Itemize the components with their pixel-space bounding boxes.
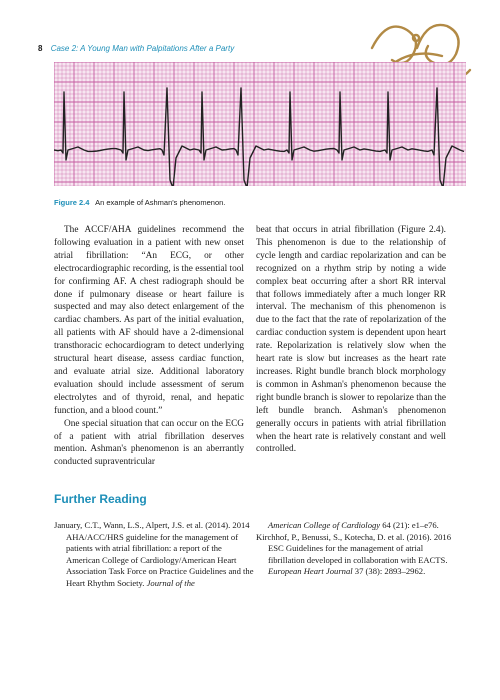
reference-continuation <box>256 520 456 532</box>
reference-text: 64 (21): e1–e76. <box>380 520 439 530</box>
reference-text: January, C.T., Wann, L.S., Alpert, J.S. et al. (2014). 2014 AHA/ACC/HRS guideline for the management of patients with atrial fibrillation: a report of the American College of Cardiology/American Heart Association Task Force on Practice Guidelines and the Heart Rhythm Society. <box>54 520 254 588</box>
figure-caption-text: An example of Ashman's phenomenon. <box>95 198 226 207</box>
reference-journal: American College of Cardiology <box>268 520 381 530</box>
figure-label: Figure 2.4 <box>54 198 90 207</box>
reference-item <box>54 520 254 590</box>
running-title: Case 2: A Young Man with Palpitations After a Party <box>50 44 235 53</box>
reference-journal: European Heart Journal <box>268 566 353 577</box>
reference-item <box>256 532 456 578</box>
reference-text: 37 (38): 2893–2962. <box>352 566 426 577</box>
paragraph: One special situation that can occur on the ECG of a patient with atrial fibrillation deserves mention. Ashman's phenomenon is an aberrantly conducted supraventricular <box>54 418 244 468</box>
paragraph: beat that occurs in atrial fibrillation (Figure 2.4). This phenomenon is due to the relationship of cycle length and cardiac repolarization and can be recognized on a rhythm strip by noting a wide complex beat occurring after a short RR interval that follows immediately after a much longer RR interval. The mechanism of this phenomenon is due to the fact that the rate of repolarization of the cardiac conduction system is dependent upon heart rate. Repolarization is relatively slow when the heart rate is slow but increases as the heart rate increases. Right bundle branch block morphology is common in Ashman's phenomenon because the right bundle branch is slower to repolarize than the left bundle branch. Ashman's phenomenon generally occurs in patients with atrial fibrillation when the heart rate is relatively constant and well controlled. <box>256 225 446 455</box>
reference-journal: Journal of the <box>146 577 195 588</box>
paragraph: The ACCF/AHA guidelines recommend the following evaluation in a patient with new onset atrial fibrillation: “An ECG, or other electrocardiographic recording, is the essential tool for confirming AF. A chest radiograph should be done if pulmonary disease or heart failure is suspected and may also detect enlargement of the cardiac chambers. As part of the initial evaluation, all patients with AF should have a 2-dimensional transthoracic echocardiogram to detect underlying structural heart disease, assess cardiac function, and evaluate atrial size. Additional laboratory evaluation should include assessment of serum electrolytes and of thyroid, renal, and hepatic function, and a blood count.” <box>54 225 244 416</box>
body-column-right <box>256 224 446 456</box>
running-header <box>38 44 234 53</box>
ecg-strip-figure <box>54 62 466 186</box>
further-reading-heading: Further Reading <box>54 492 147 506</box>
reference-text: Kirchhof, P., Benussi, S., Kotecha, D. et al. (2016). 2016 ESC Guidelines for the management of atrial fibrillation developed in collaboration with EACTS. <box>256 531 452 565</box>
body-column-left <box>54 224 244 469</box>
references-column-left <box>54 520 254 590</box>
page-number: 8 <box>38 44 43 53</box>
figure-caption <box>54 198 225 207</box>
references-column-right <box>256 520 456 578</box>
